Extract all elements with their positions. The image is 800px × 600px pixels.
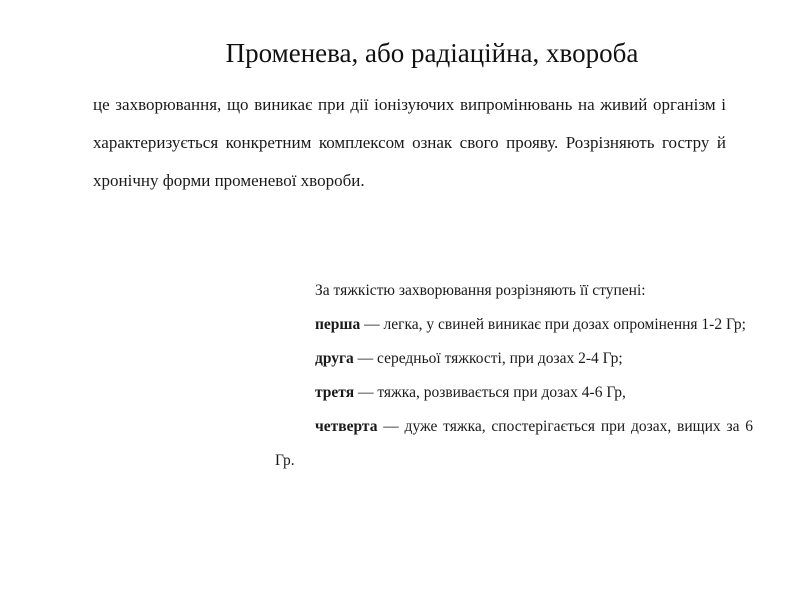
degree-item-4	[275, 410, 753, 478]
degrees-heading: За тяжкістю захворювання розрізняють її ступені:	[315, 282, 646, 299]
degree-desc: — середньої тяжкості, при дозах 2-4 Гр;	[353, 350, 623, 367]
degree-desc: — дуже тяжка, спостерігається при дозах, вищих за 6 Гр.	[275, 418, 753, 469]
degree-term: перша	[315, 316, 361, 333]
degree-desc: — тяжка, розвивається при дозах 4-6 Гр,	[354, 384, 626, 401]
degree-item-1	[275, 308, 753, 342]
degree-term: третя	[315, 384, 355, 401]
degree-desc: — легка, у свиней виникає при дозах опромінення 1-2 Гр;	[360, 316, 746, 333]
degree-item-2	[275, 342, 753, 376]
degrees-block	[275, 274, 753, 478]
intro-paragraph: це захворювання, що виникає при дії іонізуючих випромінювань на живий організм і характеризується конкретним комплексом ознак свого прояву. Розрізняють гостру й хронічну форми променевої хвороби.	[93, 95, 726, 190]
slide-title: Променева, або радіаційна, хвороба	[225, 38, 639, 68]
degree-term: четверта	[315, 418, 378, 435]
degree-item-3	[275, 376, 753, 410]
degree-term: друга	[315, 350, 354, 367]
